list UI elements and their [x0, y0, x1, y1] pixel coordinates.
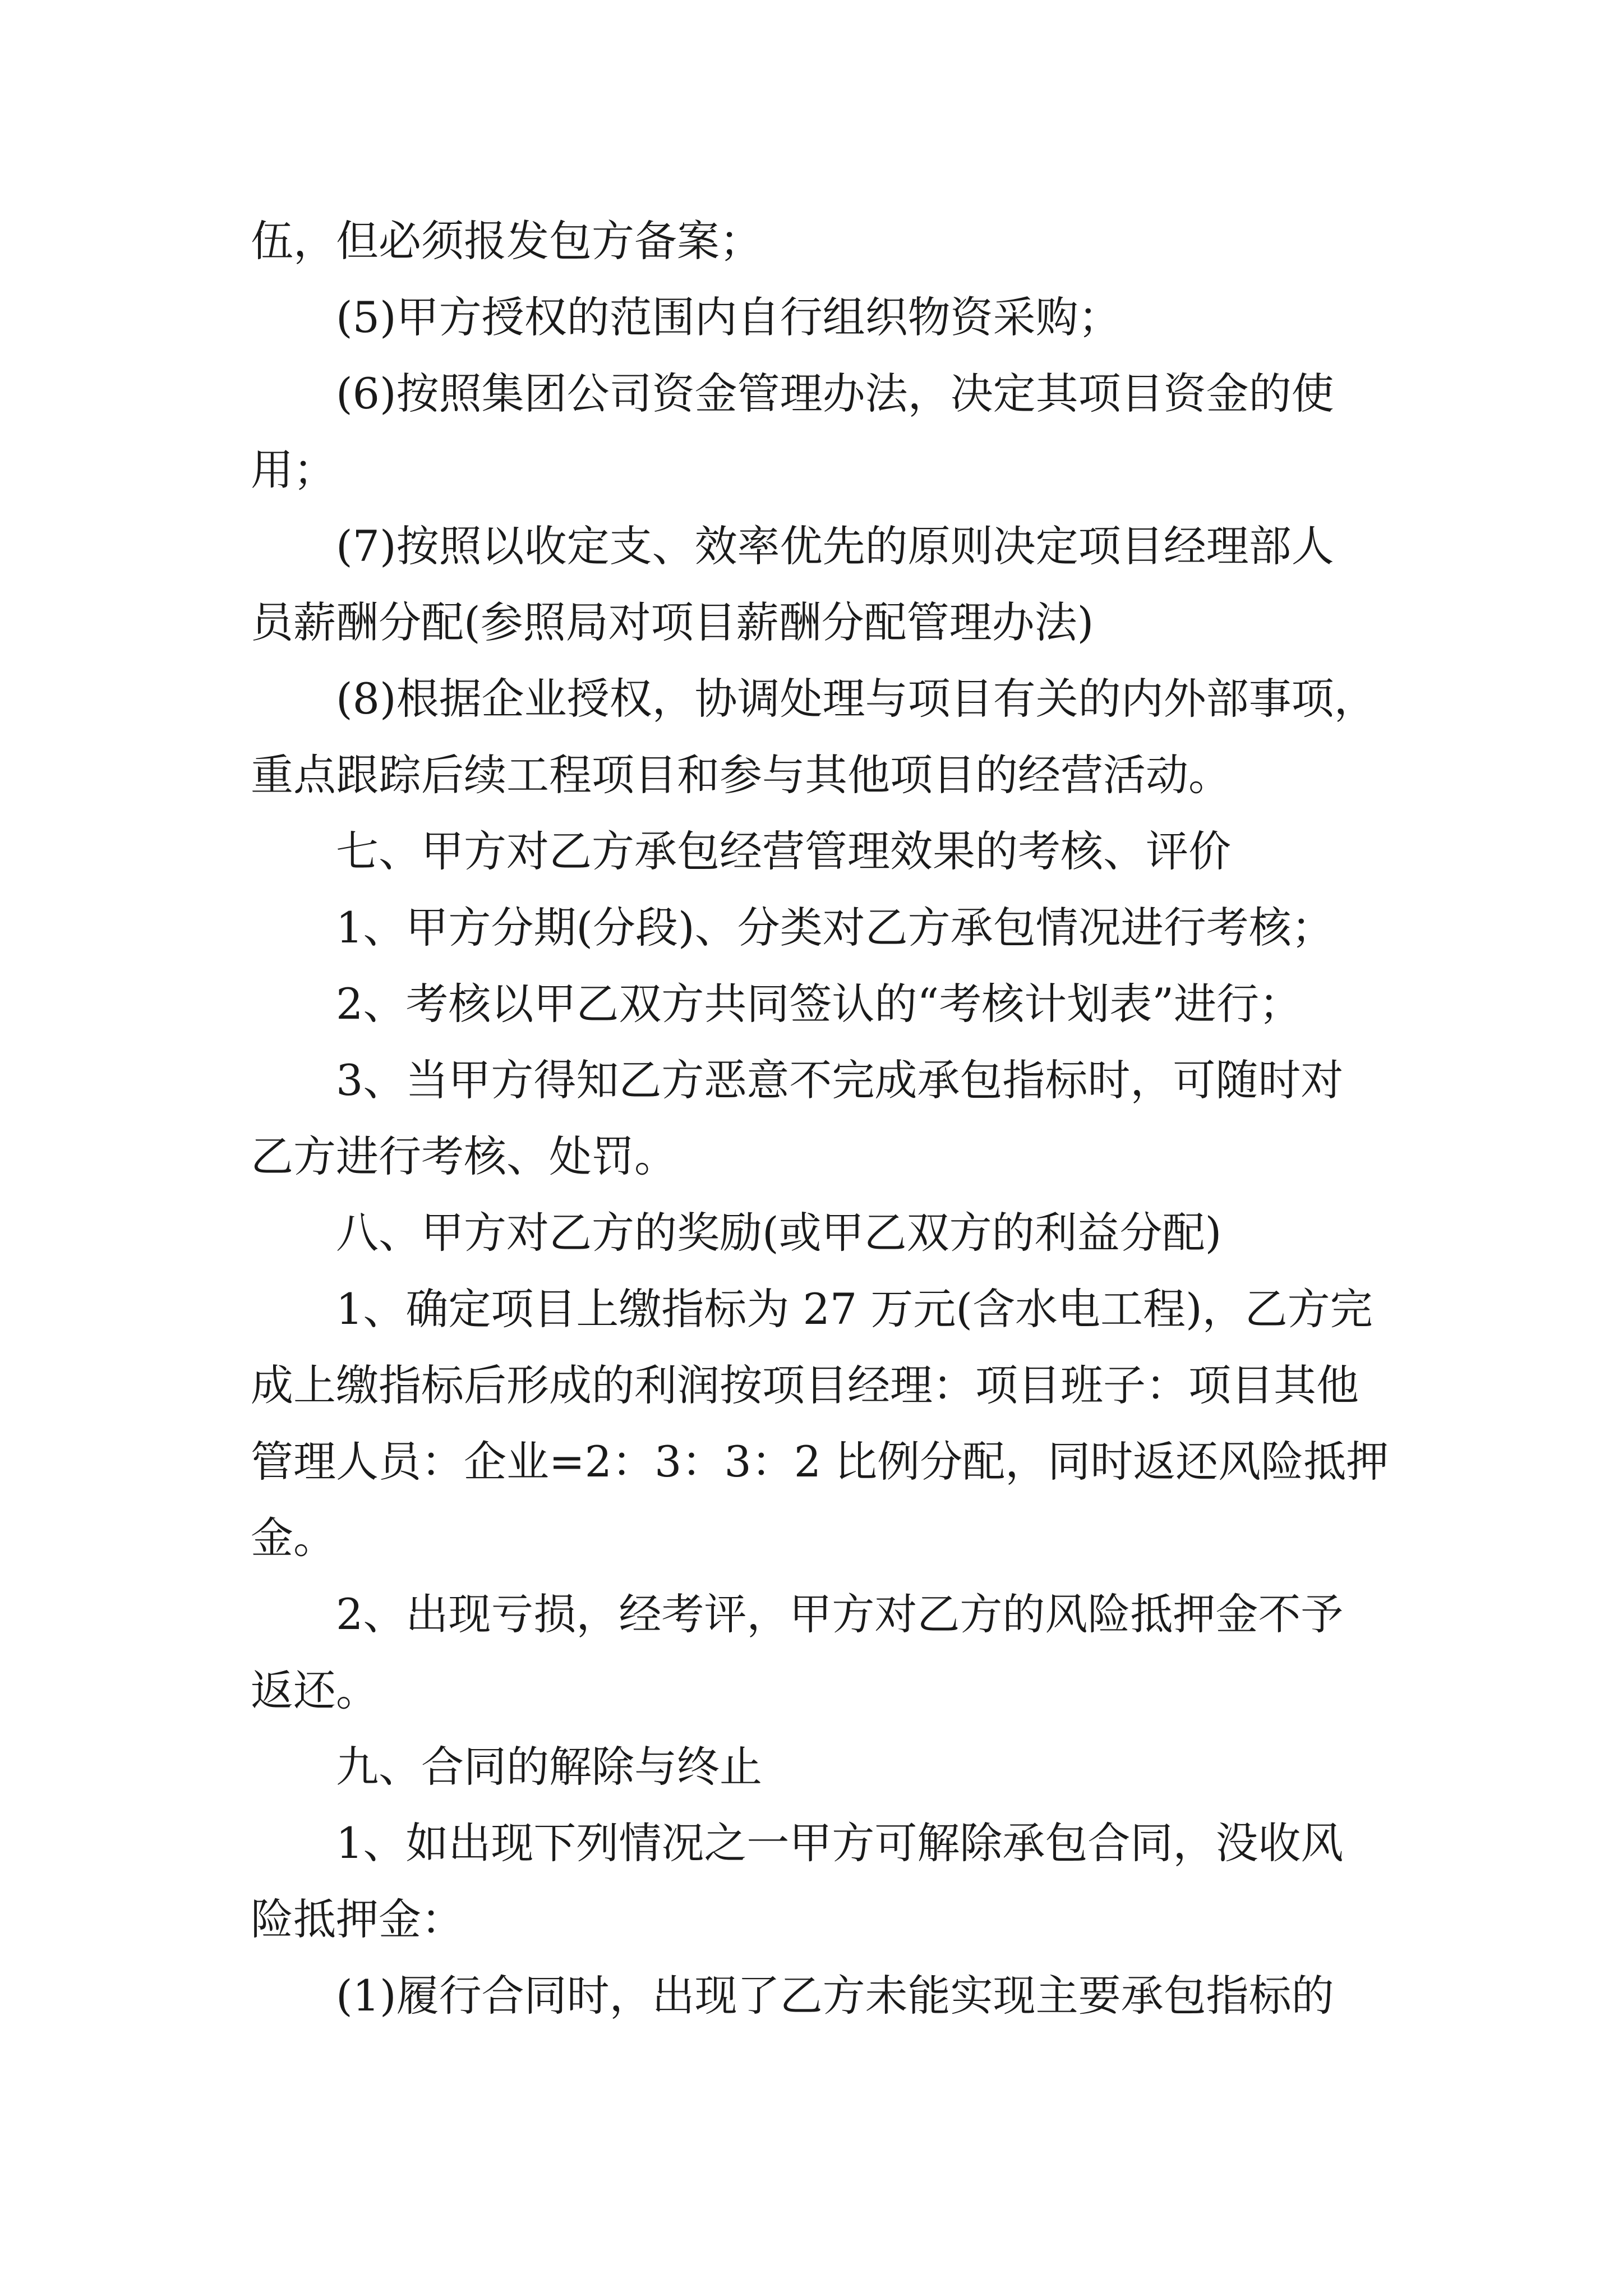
document-line: 3、当甲方得知乙方恶意不完成承包指标时，可随时对 [336, 1055, 1344, 1105]
document-line: (5)甲方授权的范围内自行组织物资采购； [336, 292, 1121, 342]
document-line: 成上缴指标后形成的利润按项目经理：项目班子：项目其他 [251, 1360, 1359, 1410]
document-body [251, 203, 1389, 2034]
document-line: (8)根据企业授权，协调处理与项目有关的内外部事项， [336, 674, 1377, 724]
document-line: 金。 [251, 1513, 336, 1563]
document-line: 管理人员：企业=2：3：3：2 比例分配，同时返还风险抵押 [251, 1437, 1389, 1487]
document-line: 1、如出现下列情况之一甲方可解除承包合同，没收风 [336, 1818, 1344, 1868]
document-line: 用； [251, 445, 336, 495]
document-line: 返还。 [251, 1665, 379, 1715]
document-line: 八、甲方对乙方的奖励(或甲乙双方的利益分配) [336, 1208, 1222, 1258]
document-line: 险抵押金： [251, 1894, 464, 1944]
document-line: 1、确定项目上缴指标为 27 万元(含水电工程)，乙方完 [336, 1284, 1373, 1334]
document-line: (6)按照集团公司资金管理办法，决定其项目资金的使 [336, 369, 1334, 418]
document-line: 员薪酬分配(参照局对项目薪酬分配管理办法) [251, 597, 1094, 647]
document-line: (1)履行合同时，出现了乙方未能实现主要承包指标的 [336, 1971, 1334, 2021]
document-line: 1、甲方分期(分段)、分类对乙方承包情况进行考核； [336, 903, 1334, 953]
document-line: (7)按照以收定支、效率优先的原则决定项目经理部人 [336, 521, 1334, 571]
document-line: 七、甲方对乙方承包经营管理效果的考核、评价 [336, 826, 1231, 876]
document-line: 伍，但必须报发包方备案； [251, 216, 762, 266]
document-line: 九、合同的解除与终止 [336, 1742, 762, 1792]
document-line: 2、出现亏损，经考评，甲方对乙方的风险抵押金不予 [336, 1589, 1344, 1639]
document-line: 2、考核以甲乙双方共同签认的“考核计划表”进行； [336, 979, 1302, 1029]
document-line: 重点跟踪后续工程项目和参与其他项目的经营活动。 [251, 750, 1231, 800]
document-line: 乙方进行考核、处罚。 [251, 1131, 677, 1181]
